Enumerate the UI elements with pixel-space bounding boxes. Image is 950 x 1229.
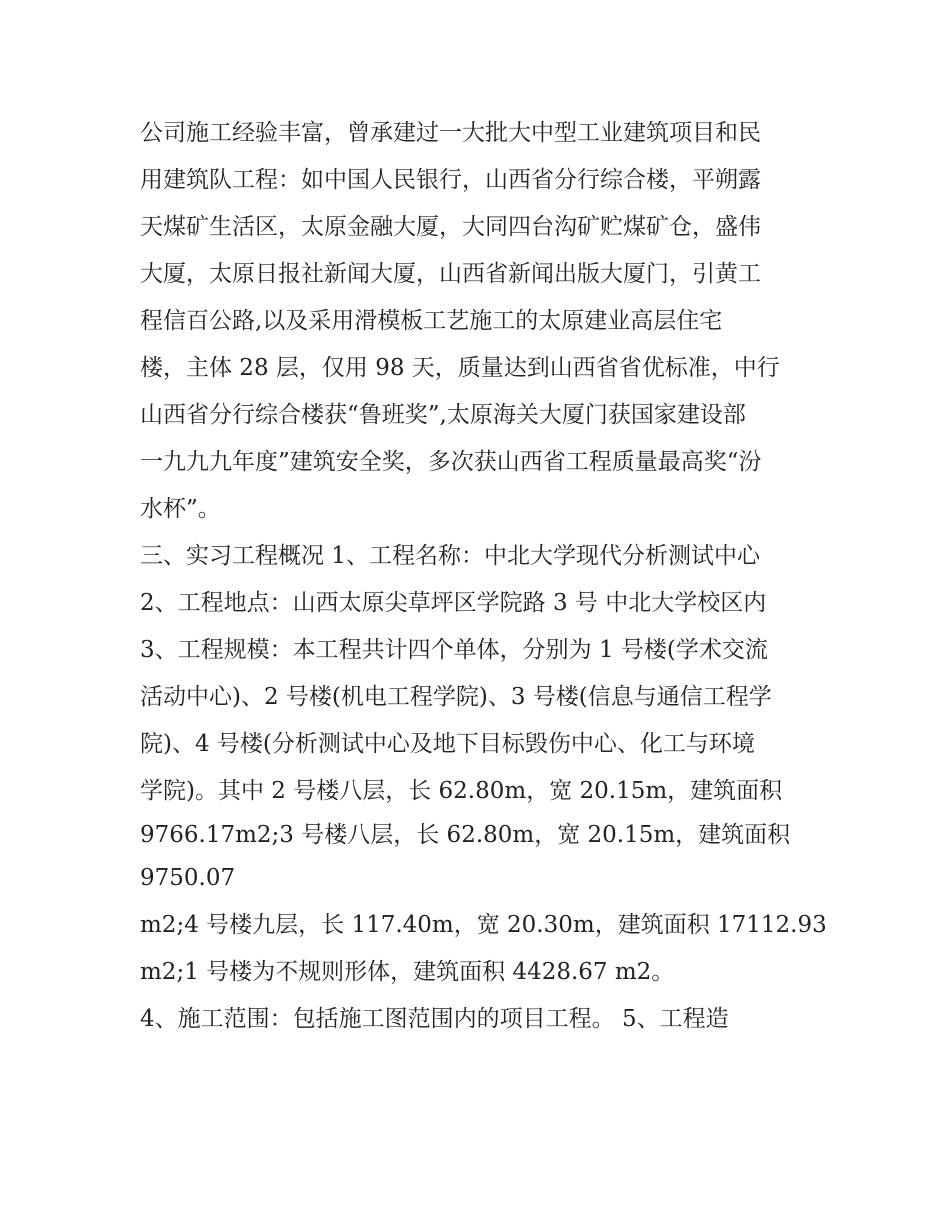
text-line: m2;1 号楼为不规则形体，建筑面积 4428.67 m2。 [140, 959, 675, 985]
text-line: 9766.17m2;3 号楼八层，长 62.80m，宽 20.15m，建筑面积 [140, 822, 791, 848]
section-heading-line: 三、实习工程概况 1、工程名称：中北大学现代分析测试中心 [140, 543, 760, 569]
text-line: 用建筑队工程：如中国人民银行，山西省分行综合楼，平朔露 [140, 167, 761, 193]
text-line: 水杯”。 [140, 496, 221, 522]
text-line: 公司施工经验丰富，曾承建过一大批大中型工业建筑项目和民 [140, 120, 761, 146]
text-line: m2;4 号楼九层，长 117.40m，宽 20.30m，建筑面积 17112.93 [140, 912, 827, 938]
text-line: 一九九九年度”建筑安全奖，多次获山西省工程质量最高奖“汾 [140, 449, 762, 475]
text-line: 程信百公路,以及采用滑模板工艺施工的太原建业高层住宅 [140, 308, 723, 334]
text-line: 3、工程规模：本工程共计四个单体，分别为 1 号楼(学术交流 [140, 637, 768, 663]
text-line: 4、施工范围：包括施工图范围内的项目工程。 5、工程造 [140, 1006, 729, 1032]
text-line: 楼，主体 28 层，仅用 98 天，质量达到山西省省优标准，中行 [140, 355, 780, 381]
text-line: 学院)。其中 2 号楼八层，长 62.80m，宽 20.15m，建筑面积 [140, 778, 783, 804]
text-line: 天煤矿生活区，太原金融大厦，大同四台沟矿贮煤矿仓，盛伟 [140, 214, 761, 240]
text-line: 院)、4 号楼(分析测试中心及地下目标毁伤中心、化工与环境 [140, 731, 755, 757]
text-line: 2、工程地点：山西太原尖草坪区学院路 3 号 中北大学校区内 [140, 590, 767, 616]
text-line: 大厦，太原日报社新闻大厦，山西省新闻出版大厦门，引黄工 [140, 261, 761, 287]
text-line: 活动中心)、2 号楼(机电工程学院)、3 号楼(信息与通信工程学 [140, 684, 772, 710]
document-body [140, 110, 827, 1043]
text-line: 山西省分行综合楼获“鲁班奖”,太原海关大厦门获国家建设部 [140, 402, 746, 428]
text-line: 9750.07 [140, 865, 236, 891]
